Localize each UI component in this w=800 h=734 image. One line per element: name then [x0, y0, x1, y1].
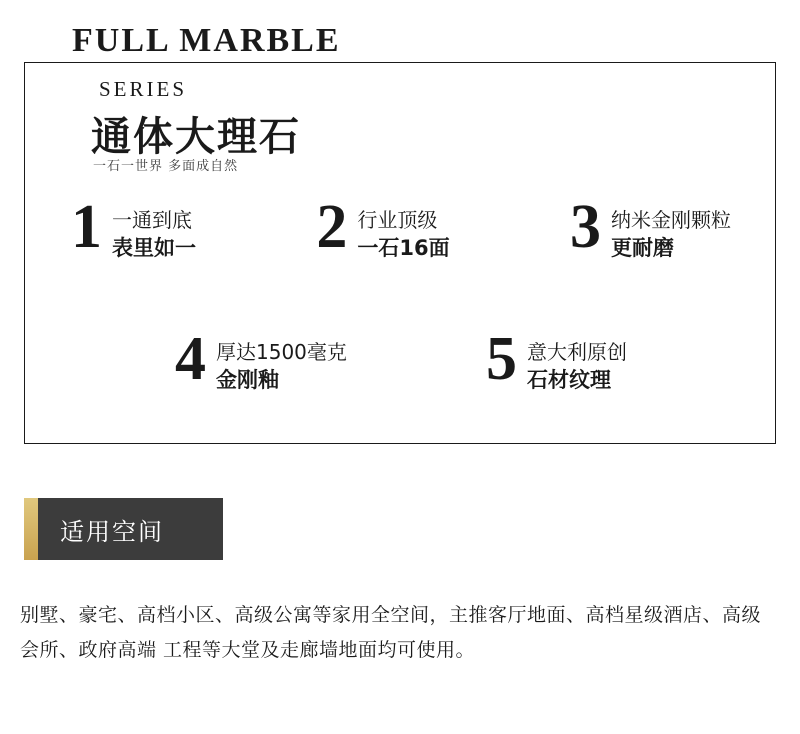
feature-row-bottom — [25, 325, 777, 394]
banner-label: 适用空间 — [60, 517, 164, 546]
feature-number: 2 — [316, 193, 348, 261]
feature-item — [175, 325, 347, 394]
feature-text — [216, 335, 347, 394]
feature-line-primary: 纳米金刚颗粒 — [610, 208, 731, 232]
banner-body — [38, 498, 223, 560]
feature-text — [112, 203, 196, 262]
body-paragraph: 别墅、豪宅、高档小区、高级公寓等家用全空间，主推客厅地面、高档星级酒店、高级会所、政府高端 工程等大堂及走廊墙地面均可使用。 — [20, 604, 762, 662]
feature-number: 5 — [486, 325, 517, 393]
feature-item — [71, 193, 196, 262]
feature-line-primary: 厚达1500毫克 — [216, 340, 347, 364]
feature-number: 4 — [175, 325, 206, 393]
feature-text — [611, 203, 731, 262]
banner-accent-bar — [24, 498, 38, 560]
feature-text — [357, 203, 449, 262]
feature-text — [527, 335, 627, 394]
feature-number: 1 — [71, 193, 102, 261]
feature-line-primary: 行业顶级 — [357, 208, 438, 232]
section-banner — [24, 498, 223, 560]
hero-title-english: FULL MARBLE — [60, 24, 351, 58]
hero-panel — [24, 62, 776, 444]
feature-item — [569, 193, 731, 262]
feature-item — [316, 193, 450, 262]
feature-number: 3 — [569, 193, 601, 261]
feature-line-secondary: 更耐磨 — [610, 236, 674, 260]
feature-item — [486, 325, 627, 394]
hero-title-chinese: 通体大理石 — [91, 114, 301, 160]
feature-line-secondary: 表里如一 — [112, 236, 196, 260]
hero-series-label: SERIES — [99, 77, 188, 101]
hero-subtitle: 一石一世界 多面成自然 — [93, 159, 239, 174]
feature-line-primary: 一通到底 — [112, 208, 192, 232]
feature-line-secondary: 金刚釉 — [216, 368, 279, 392]
feature-line-secondary: 石材纹理 — [527, 368, 611, 392]
feature-row-top — [25, 193, 777, 262]
feature-line-secondary: 一石16面 — [357, 236, 450, 260]
feature-line-primary: 意大利原创 — [527, 340, 627, 364]
